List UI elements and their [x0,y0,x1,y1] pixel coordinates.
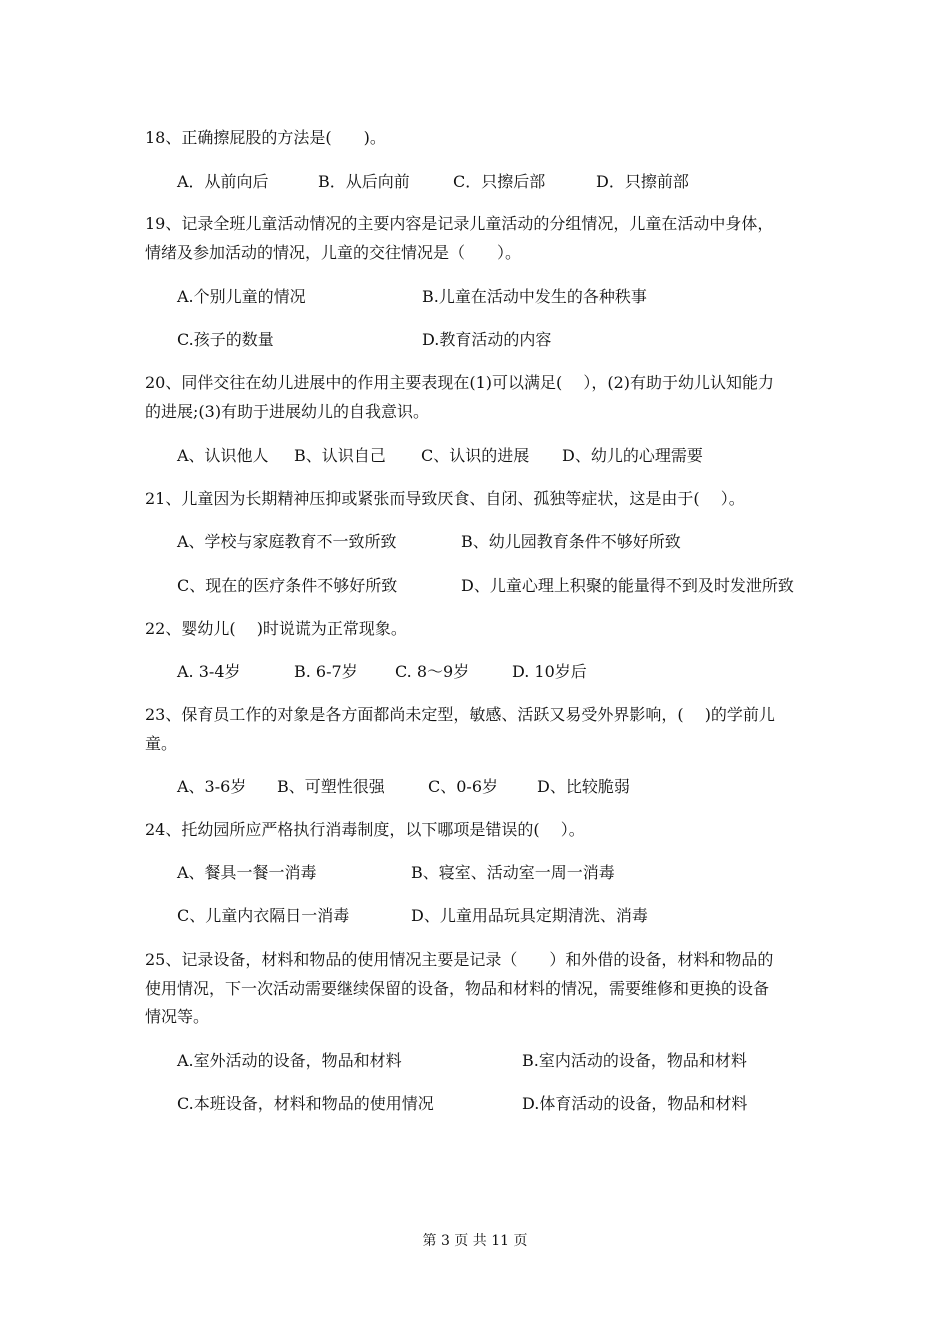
question-24-text: 24、托幼园所应严格执行消毒制度，以下哪项是错误的( ）。 [145,820,585,839]
question-25-option-b: B.室内活动的设备，物品和材料 [522,1051,747,1070]
question-22-option-c: C. 8～9岁 [395,662,470,681]
question-20-option-c: C、认识的进展 [421,446,530,465]
question-22-text: 22、婴幼儿( )时说谎为正常现象。 [145,619,407,638]
question-20-option-a: A、认识他人 [177,446,269,465]
question-22-option-a: A. 3-4岁 [177,662,241,681]
question-23-text: 23、保育员工作的对象是各方面都尚未定型，敏感、活跃又易受外界影响，( )的学前儿 [145,705,775,724]
question-25-text-cont-1: 使用情况，下一次活动需要继续保留的设备，物品和材料的情况，需要维修和更换的设备 [145,979,770,998]
question-23-option-c: C、0-6岁 [428,777,499,796]
question-23-option-d: D、比较脆弱 [537,777,630,796]
question-20-option-b: B、认识自己 [294,446,386,465]
question-19-option-a: A.个别儿童的情况 [177,287,306,306]
question-23-option-b: B、可塑性很强 [277,777,385,796]
question-22-option-d: D. 10岁后 [512,662,587,681]
question-19-option-c: C.孩子的数量 [177,330,274,349]
question-19-option-d: D.教育活动的内容 [422,330,552,349]
question-19-option-b: B.儿童在活动中发生的各种秩事 [422,287,647,306]
question-18-option-b: B．从后向前 [318,172,410,191]
question-23-text-cont: 童。 [145,734,178,753]
question-21-text: 21、儿童因为长期精神压抑或紧张而导致厌食、自闭、孤独等症状，这是由于( ）。 [145,489,745,508]
question-25-text: 25、记录设备，材料和物品的使用情况主要是记录（ ）和外借的设备，材料和物品的 [145,950,774,969]
question-20-text: 20、同伴交往在幼儿进展中的作用主要表现在(1)可以满足( ），(2)有助于幼儿认知能力 [145,373,775,392]
question-24-option-d: D、儿童用品玩具定期清洗、消毒 [411,906,648,925]
question-25-option-d: D.体育活动的设备，物品和材料 [522,1094,748,1113]
question-25-option-a: A.室外活动的设备，物品和材料 [177,1051,402,1070]
question-21-option-d: D、儿童心理上积聚的能量得不到及时发泄所致 [461,576,794,595]
question-25-text-cont-2: 情况等。 [145,1007,210,1026]
page-footer: 第 3 页 共 11 页 [422,1233,528,1249]
question-21-option-c: C、现在的医疗条件不够好所致 [177,576,398,595]
question-21-option-a: A、学校与家庭教育不一致所致 [177,532,397,551]
question-24-option-c: C、儿童内衣隔日一消毒 [177,906,350,925]
question-19-text: 19、记录全班儿童活动情况的主要内容是记录儿童活动的分组情况，儿童在活动中身体， [145,214,774,233]
question-18-text: 18、正确擦屁股的方法是( )。 [145,128,386,147]
question-18-option-d: D．只擦前部 [596,172,689,191]
question-24-option-b: B、寝室、活动室一周一消毒 [411,863,615,882]
question-25-option-c: C.本班设备，材料和物品的使用情况 [177,1094,434,1113]
question-19-text-cont: 情绪及参加活动的情况，儿童的交往情况是（ ）。 [145,243,522,262]
question-18-option-c: C．只擦后部 [453,172,546,191]
question-20-text-cont: 的进展;(3)有助于进展幼儿的自我意识。 [145,402,430,421]
question-23-option-a: A、3-6岁 [177,777,247,796]
question-21-option-b: B、幼儿园教育条件不够好所致 [461,532,681,551]
question-22-option-b: B. 6-7岁 [294,662,358,681]
question-24-option-a: A、餐具一餐一消毒 [177,863,317,882]
question-20-option-d: D、幼儿的心理需要 [562,446,703,465]
question-18-option-a: A．从前向后 [177,172,269,191]
